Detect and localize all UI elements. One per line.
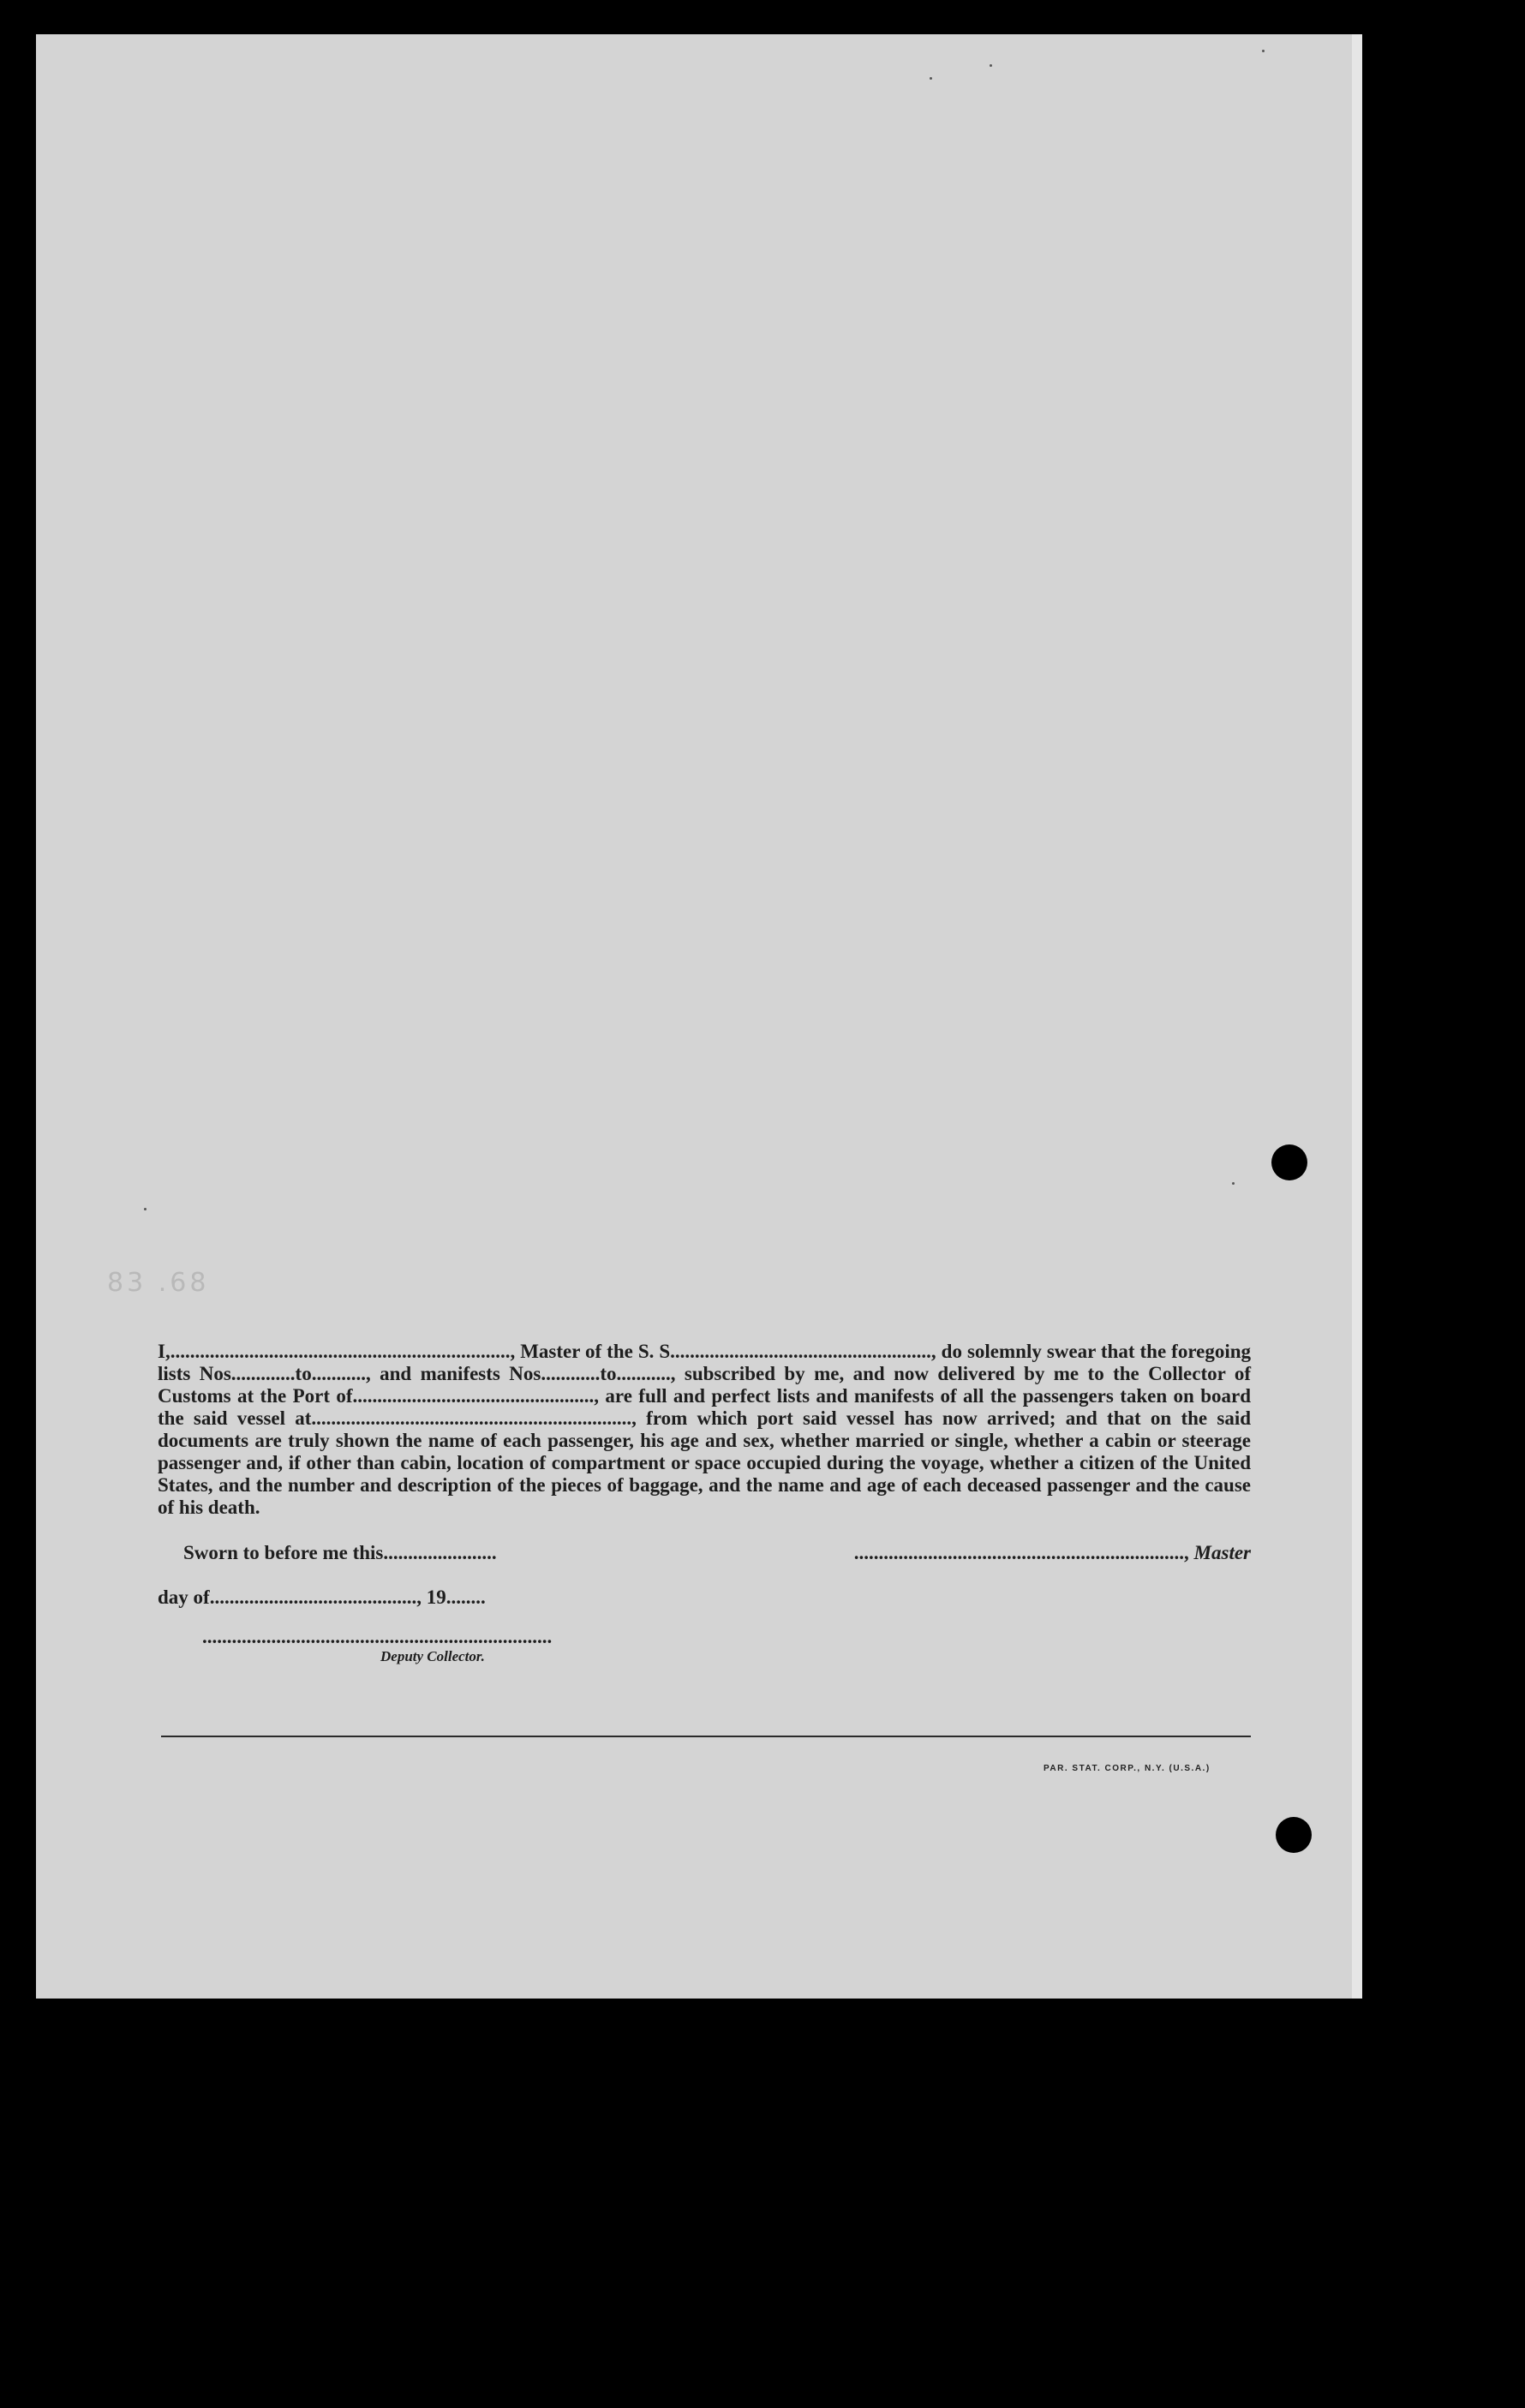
speck: [144, 1208, 147, 1210]
oath-text: I,....................................................................., Master of the S. S....................................................., do solemnly swear that the foregoing lists Nos.............to..........., and manifests Nos............to..........., subscribed by me, and now delivered by me to the Collector of Customs at the Port of................................................., are full and perfect lists and manifests of all the passengers taken on board the said vessel at................................................................., from which port said vessel has now arrived; and that on the said documents are truly shown the name of each passenger, his age and sex, whether married or single, whether a cabin or steerage passenger and, if other than cabin, location of compartment or space occupied during the voyage, whether a citizen of the United States, and the number and description of the pieces of baggage, and the name and age of each deceased passenger and the cause of his death.: [158, 1341, 1251, 1518]
speck: [1232, 1182, 1235, 1185]
punch-hole: [1271, 1144, 1307, 1180]
sworn-before-line: Sworn to before me this.......................: [183, 1542, 497, 1563]
sheet-edge: [1352, 34, 1362, 1999]
divider-rule: [161, 1736, 1251, 1737]
faint-stamp-mark: 83 .68: [107, 1268, 210, 1298]
speck: [990, 64, 992, 67]
speck: [1262, 50, 1265, 52]
master-signature-line: [805, 1542, 1251, 1564]
speck: [930, 77, 932, 80]
oath-paragraph: [158, 1341, 1251, 1519]
deputy-signature-dots: .......................................................................: [202, 1626, 553, 1647]
master-label: Master: [1193, 1542, 1251, 1563]
document-sheet: [36, 34, 1360, 1999]
printer-imprint: PAR. STAT. CORP., N.Y. (U.S.A.): [1044, 1764, 1211, 1773]
master-signature-dots: ...................................................................,: [853, 1542, 1189, 1563]
deputy-collector-label: Deputy Collector.: [380, 1648, 485, 1664]
day-of-line: day of.........................................., 19........: [158, 1586, 486, 1608]
punch-hole: [1276, 1817, 1312, 1853]
